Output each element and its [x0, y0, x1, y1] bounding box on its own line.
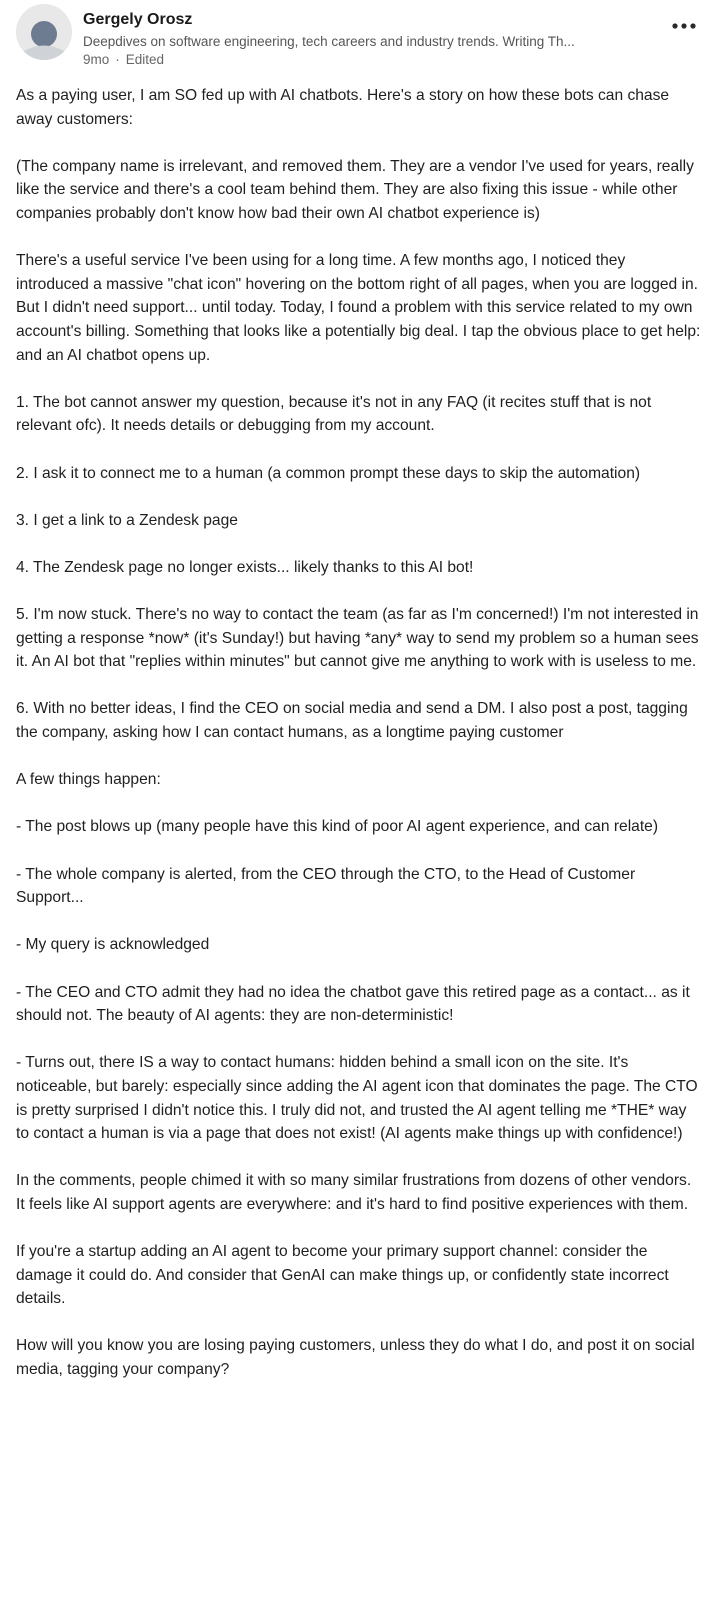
post-paragraph: - The post blows up (many people have this kind of poor AI agent experience, and can relate) [16, 818, 659, 836]
author-headline: Deepdives on software engineering, tech careers and industry trends. Writing Th... [83, 34, 575, 49]
post-paragraph: There's a useful service I've been using for a long time. A few months ago, I noticed they introduced a massive "chat icon" hovering on the bottom right of all pages, when you are logged in. But I didn't need support... until today. Today, I found a problem with this service related to my own account's billing. Something that looks like a potentially big deal. I tap the obvious place to get help: and an AI chatbot opens up. [16, 252, 701, 364]
post-body [16, 84, 702, 1382]
post-paragraph: (The company name is irrelevant, and removed them. They are a vendor I've used for years, really like the service and there's a cool team behind them. They are also fixing this issue - while other companies probably don't know how bad their own AI chatbot experience is) [16, 157, 694, 222]
more-options-button[interactable] [666, 12, 702, 40]
post-paragraph: 1. The bot cannot answer my question, because it's not in any FAQ (it recites stuff that is not relevant ofc). It needs details or debugging from my account. [16, 393, 652, 435]
post-paragraph: 6. With no better ideas, I find the CEO on social media and send a DM. I also post a post, tagging the company, asking how I can contact humans, as a longtime paying customer [16, 700, 688, 742]
post-paragraph: How will you know you are losing paying customers, unless they do what I do, and post it on social media, tagging your company? [16, 1337, 695, 1379]
meta-separator: · [115, 52, 120, 67]
author-block [83, 10, 644, 69]
post-meta [83, 51, 644, 69]
post-paragraph: If you're a startup adding an AI agent to become your primary support channel: consider the damage it could do. And consider that GenAI can make things up, or confidently state incorrect details. [16, 1243, 669, 1308]
post-paragraph: - The whole company is alerted, from the CEO through the CTO, to the Head of Customer Support... [16, 865, 636, 907]
post-paragraph: - Turns out, there IS a way to contact humans: hidden behind a small icon on the site. It's noticeable, but barely: especially since adding the AI agent icon that dominates the page. The CTO is pretty surprised I didn't notice this. I truly did not, and trusted the AI agent telling me *THE* way to contact a human is via a page that does not exist! (AI agents make things up with confidence!) [16, 1054, 698, 1143]
post-paragraph: 2. I ask it to connect me to a human (a common prompt these days to skip the automation) [16, 464, 641, 482]
post-paragraph: - My query is acknowledged [16, 936, 210, 954]
post-header [16, 4, 700, 70]
post-paragraph: As a paying user, I am SO fed up with AI chatbots. Here's a story on how these bots can chase away customers: [16, 87, 670, 128]
avatar-placeholder-icon [16, 4, 72, 60]
post-paragraph: 4. The Zendesk page no longer exists... likely thanks to this AI bot! [16, 558, 474, 576]
post-paragraph: 3. I get a link to a Zendesk page [16, 511, 238, 529]
post-paragraph: A few things happen: [16, 771, 161, 789]
post-paragraph: 5. I'm now stuck. There's no way to contact the team (as far as I'm concerned!) I'm not interested in getting a response *now* (it's Sunday!) but having *any* way to send my problem so a human sees it. An AI bot that "replies within minutes" but cannot give me anything to work with is useless to me. [16, 606, 699, 671]
post-time: 9mo [83, 52, 110, 67]
author-name[interactable]: Gergely Orosz [83, 11, 193, 28]
avatar[interactable] [16, 4, 72, 60]
more-options-icon [671, 22, 697, 30]
edited-label: Edited [125, 52, 165, 67]
post-paragraph: In the comments, people chimed it with so many similar frustrations from dozens of other vendors. It feels like AI support agents are everywhere: and it's hard to find positive experiences with them. [16, 1172, 692, 1213]
post-paragraph: - The CEO and CTO admit they had no idea the chatbot gave this retired page as a contact... as it should not. The beauty of AI agents: they are non-deterministic! [16, 983, 690, 1025]
